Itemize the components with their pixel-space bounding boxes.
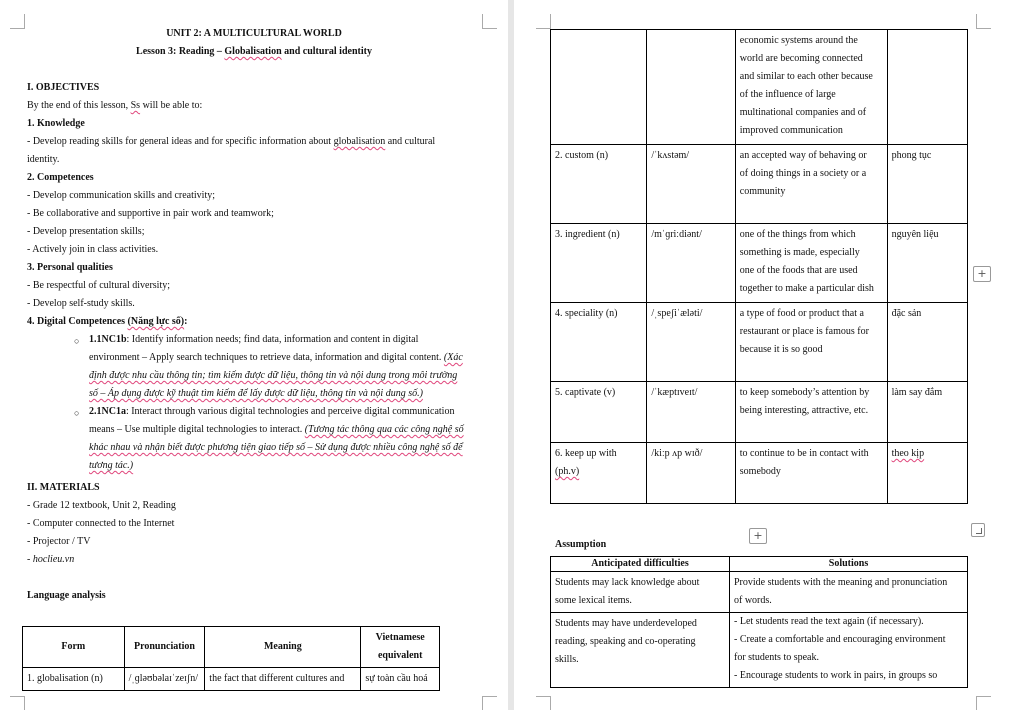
document-page-right — [514, 0, 1018, 710]
lesson-title: Lesson 3: Reading – Globalisation and cultural identity — [136, 46, 372, 57]
table-row — [551, 145, 968, 224]
digital-competence-2-line: khác nhau và nhận biết được phương tiện giao tiếp số – Sử dụng được nhiều công nghệ số để — [89, 442, 463, 453]
personal-quality-item: - Develop self-study skills. — [27, 298, 135, 309]
table-cell: /ˈkʌstəm/ — [647, 145, 735, 224]
knowledge-heading: 1. Knowledge — [27, 118, 85, 129]
table-cell: the fact that different cultures and — [205, 668, 361, 691]
table-cell: theo kịp — [887, 443, 967, 504]
objectives-heading: I. OBJECTIVES — [27, 82, 100, 93]
unit-title: UNIT 2: A MULTICULTURAL WORLD — [166, 28, 342, 39]
crop-mark — [976, 696, 991, 710]
digital-competences-heading: 4. Digital Competences (Năng lực số): — [27, 316, 188, 327]
table-cell: 3. ingredient (n) — [551, 224, 647, 303]
objectives-intro: By the end of this lesson, Ss will be able to: — [27, 100, 203, 111]
table-row — [23, 668, 440, 691]
add-column-button[interactable]: + — [973, 266, 991, 282]
material-item: - Computer connected to the Internet — [27, 518, 175, 529]
competences-heading: 2. Competences — [27, 172, 94, 183]
table-cell: 1. globalisation (n) — [23, 668, 125, 691]
table-cell-meaning: to keep somebody’s attention by being interesting, attractive, etc. — [735, 382, 887, 443]
competence-item: - Actively join in class activities. — [27, 244, 159, 255]
table-cell: - Let students read the text again (if necessary). - Create a comfortable and encouraging environment for students to speak. - Encourage students to work in pairs, in groups so — [730, 613, 968, 688]
crop-mark — [536, 696, 551, 710]
column-header: Vietnamese equivalent — [361, 627, 440, 668]
digital-competence-1-line: environment – Apply search techniques to retrieve data, information and digital content. (Xác — [89, 352, 463, 363]
competence-item: - Develop communication skills and creativity; — [27, 190, 216, 201]
language-analysis-table — [22, 626, 440, 691]
material-item: - Grade 12 textbook, Unit 2, Reading — [27, 500, 176, 511]
table-cell-meaning: economic systems around the world are becoming connected and similar to each other because of the influence of large multinational companies and of improved communication — [735, 30, 887, 145]
table-cell: Provide students with the meaning and pronunciation of words. — [730, 572, 968, 613]
table-resize-handle-icon[interactable] — [971, 523, 985, 537]
table-cell: 2. custom (n) — [551, 145, 647, 224]
table-cell: Students may lack knowledge about some lexical items. — [551, 572, 730, 613]
personal-quality-item: - Be respectful of cultural diversity; — [27, 280, 171, 291]
table-cell: /kiːp ʌp wɪð/ — [647, 443, 735, 504]
document-page-left — [0, 0, 508, 710]
table-cell: Students may have underdeveloped reading, speaking and co-operating skills. — [551, 613, 730, 688]
bullet-circle-icon: ○ — [74, 336, 80, 346]
table-cell — [887, 30, 967, 145]
table-cell-meaning: to continue to be in contact with somebody — [735, 443, 887, 504]
table-cell: 6. keep up with (ph.v) — [551, 443, 647, 504]
crop-mark — [976, 14, 991, 29]
table-cell — [647, 30, 735, 145]
vocabulary-table — [550, 29, 968, 504]
knowledge-text-cont: identity. — [27, 154, 60, 165]
digital-competence-1-line: số – Áp dụng được kỹ thuật tìm kiếm để lấy được dữ liệu, thông tin và nội dung số.) — [89, 388, 423, 399]
table-row — [551, 30, 968, 145]
language-analysis-heading: Language analysis — [27, 590, 106, 601]
column-header: Form — [23, 627, 125, 668]
column-header: Anticipated difficulties — [551, 557, 730, 572]
table-cell: 5. captivate (v) — [551, 382, 647, 443]
table-header-row — [23, 627, 440, 668]
knowledge-text: - Develop reading skills for general ideas and for specific information about globalisation and cultural — [27, 136, 436, 147]
competence-item: - Be collaborative and supportive in pair work and teamwork; — [27, 208, 274, 219]
table-cell — [551, 30, 647, 145]
table-row — [551, 382, 968, 443]
table-cell: /mˈɡriːdiənt/ — [647, 224, 735, 303]
table-row — [551, 443, 968, 504]
digital-competence-2-line: tương tác.) — [89, 460, 134, 471]
digital-competence-2-line: means – Use multiple digital technologies to interact. (Tương tác thông qua các công nghệ số — [89, 424, 464, 435]
table-cell: /ˌɡləʊbəlaɪˈzeɪʃn/ — [124, 668, 205, 691]
table-cell: đặc sản — [887, 303, 967, 382]
assumption-table — [550, 556, 968, 688]
table-cell: phong tục — [887, 145, 967, 224]
crop-mark — [10, 696, 25, 710]
digital-competence-2: 2.1NC1a: Interact through various digital technologies and perceive digital communication — [89, 406, 455, 417]
bullet-circle-icon: ○ — [74, 408, 80, 418]
table-header-row — [551, 557, 968, 572]
personal-qualities-heading: 3. Personal qualities — [27, 262, 113, 273]
table-cell-meaning: an accepted way of behaving or of doing things in a society or a community — [735, 145, 887, 224]
table-cell-meaning: a type of food or product that a restaurant or place is famous for because it is so good — [735, 303, 887, 382]
material-source: - hoclieu.vn — [27, 554, 75, 565]
assumption-heading: Assumption — [555, 539, 607, 550]
add-row-button[interactable]: + — [749, 528, 767, 544]
material-item: - Projector / TV — [27, 536, 91, 547]
crop-mark — [482, 696, 497, 710]
digital-competence-1-line: định được nhu cầu thông tin; tìm kiếm được dữ liệu, thông tin và nội dung trong môi trường — [89, 370, 458, 381]
table-cell: sự toàn cầu hoá — [361, 668, 440, 691]
table-cell: làm say đắm — [887, 382, 967, 443]
table-cell: /ˈkæptɪveɪt/ — [647, 382, 735, 443]
table-cell: nguyên liệu — [887, 224, 967, 303]
competence-item: - Develop presentation skills; — [27, 226, 145, 237]
table-row — [551, 572, 968, 613]
table-cell-meaning: one of the things from which something is made, especially one of the foods that are used together to make a particular dish — [735, 224, 887, 303]
digital-competence-1: 1.1NC1b: Identify information needs; find data, information and content in digital — [89, 334, 419, 345]
table-row — [551, 224, 968, 303]
column-header: Pronunciation — [124, 627, 205, 668]
table-cell: 4. speciality (n) — [551, 303, 647, 382]
column-header: Solutions — [730, 557, 968, 572]
crop-mark — [536, 14, 551, 29]
table-row — [551, 613, 968, 688]
materials-heading: II. MATERIALS — [27, 482, 100, 493]
table-cell: /ˌspeʃiˈæləti/ — [647, 303, 735, 382]
table-row — [551, 303, 968, 382]
column-header: Meaning — [205, 627, 361, 668]
